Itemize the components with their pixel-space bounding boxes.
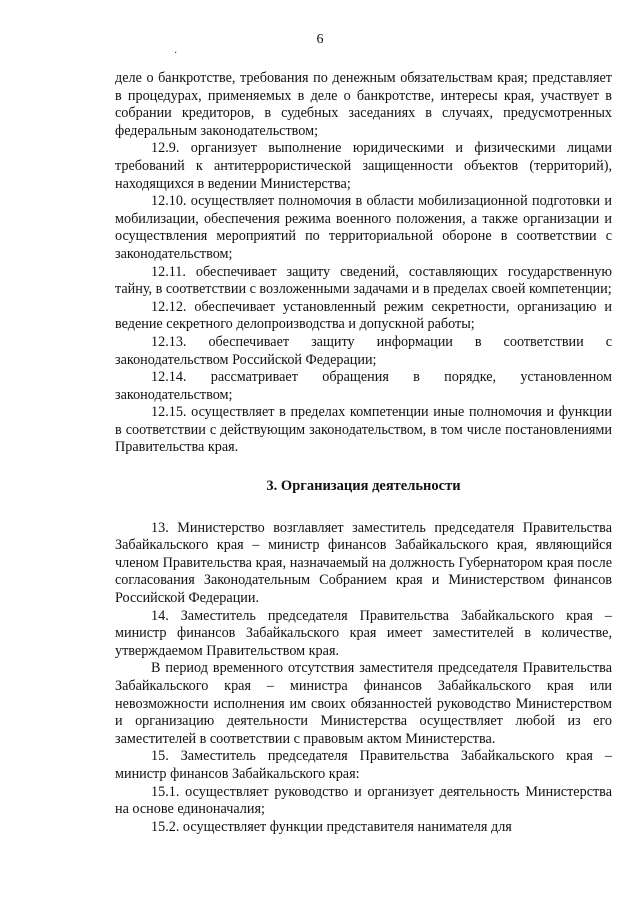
section-heading: 3. Организация деятельности [266,478,461,495]
section-2-continuation [115,70,612,457]
document-body [115,70,612,836]
paragraph-continuation: деле о банкротстве, требования по денежным обязательствам края; представляет в процедурах, применяемых в деле о банкротстве, интересы края, участвует в собрании кредиторов, в судебных заседаниях в случаях, предусмотренных федеральным законодательством; [115,70,612,139]
paragraph-12-12: 12.12. обеспечивает установленный режим секретности, организацию и ведение секретного делопроизводства и допускной работы; [115,298,612,333]
page-number: 6 [316,32,324,47]
paragraph-15: 15. Заместитель председателя Правительства Забайкальского края – министр финансов Забайкальского края: [115,748,612,782]
paragraph-14-absence: В период временного отсутствия заместителя председателя Правительства Забайкальского края – министра финансов Забайкальского края или невозможности исполнения им своих обязанностей руководство Министерством и организацию деятельности Министерства осуществляет любой из его заместителей в соответствии с правовым актом Министерства. [115,660,612,747]
paragraph-12-15: 12.15. осуществляет в пределах компетенции иные полномочия и функции в соответствии с действующим законодательством, в том числе постановлениями Правительства края. [115,404,612,456]
paragraph-12-14: 12.14. рассматривает обращения в порядке, установленном законодательством; [115,369,612,403]
paragraph-12-9: 12.9. организует выполнение юридическими и физическими лицами требований к антитеррористической защищенности объектов (территорий), находящихся в ведении Министерства; [115,140,612,192]
stray-mark: · [174,48,178,59]
paragraph-14: 14. Заместитель председателя Правительства Забайкальского края – министр финансов Забайкальского края имеет заместителей в количестве, утверждаемом Правительством края. [115,607,612,659]
paragraph-15-1: 15.1. осуществляет руководство и организует деятельность Министерства на основе единоначалия; [115,783,612,818]
paragraph-12-11: 12.11. обеспечивает защиту сведений, составляющих государственную тайну, в соответствии с возложенными задачами и в пределах своей компетенции; [115,263,612,298]
paragraph-12-13: 12.13. обеспечивает защиту информации в соответствии с законодательством Российской Федерации; [115,333,612,368]
section-3-body [115,520,612,837]
paragraph-13: 13. Министерство возглавляет заместитель председателя Правительства Забайкальского края – министр финансов Забайкальского края, являющийся членом Правительства края, назначаемый на должность Губернатором края после согласования Законодательным Собранием края и Министерством финансов Российской Федерации. [115,519,612,607]
paragraph-12-10: 12.10. осуществляет полномочия в области мобилизационной подготовки и мобилизации, обеспечения режима военного положения, а также организации и осуществления мероприятий по территориальной обороне в соответствии с законодательством; [115,193,612,262]
paragraph-15-2: 15.2. осуществляет функции представителя нанимателя для [151,818,512,835]
